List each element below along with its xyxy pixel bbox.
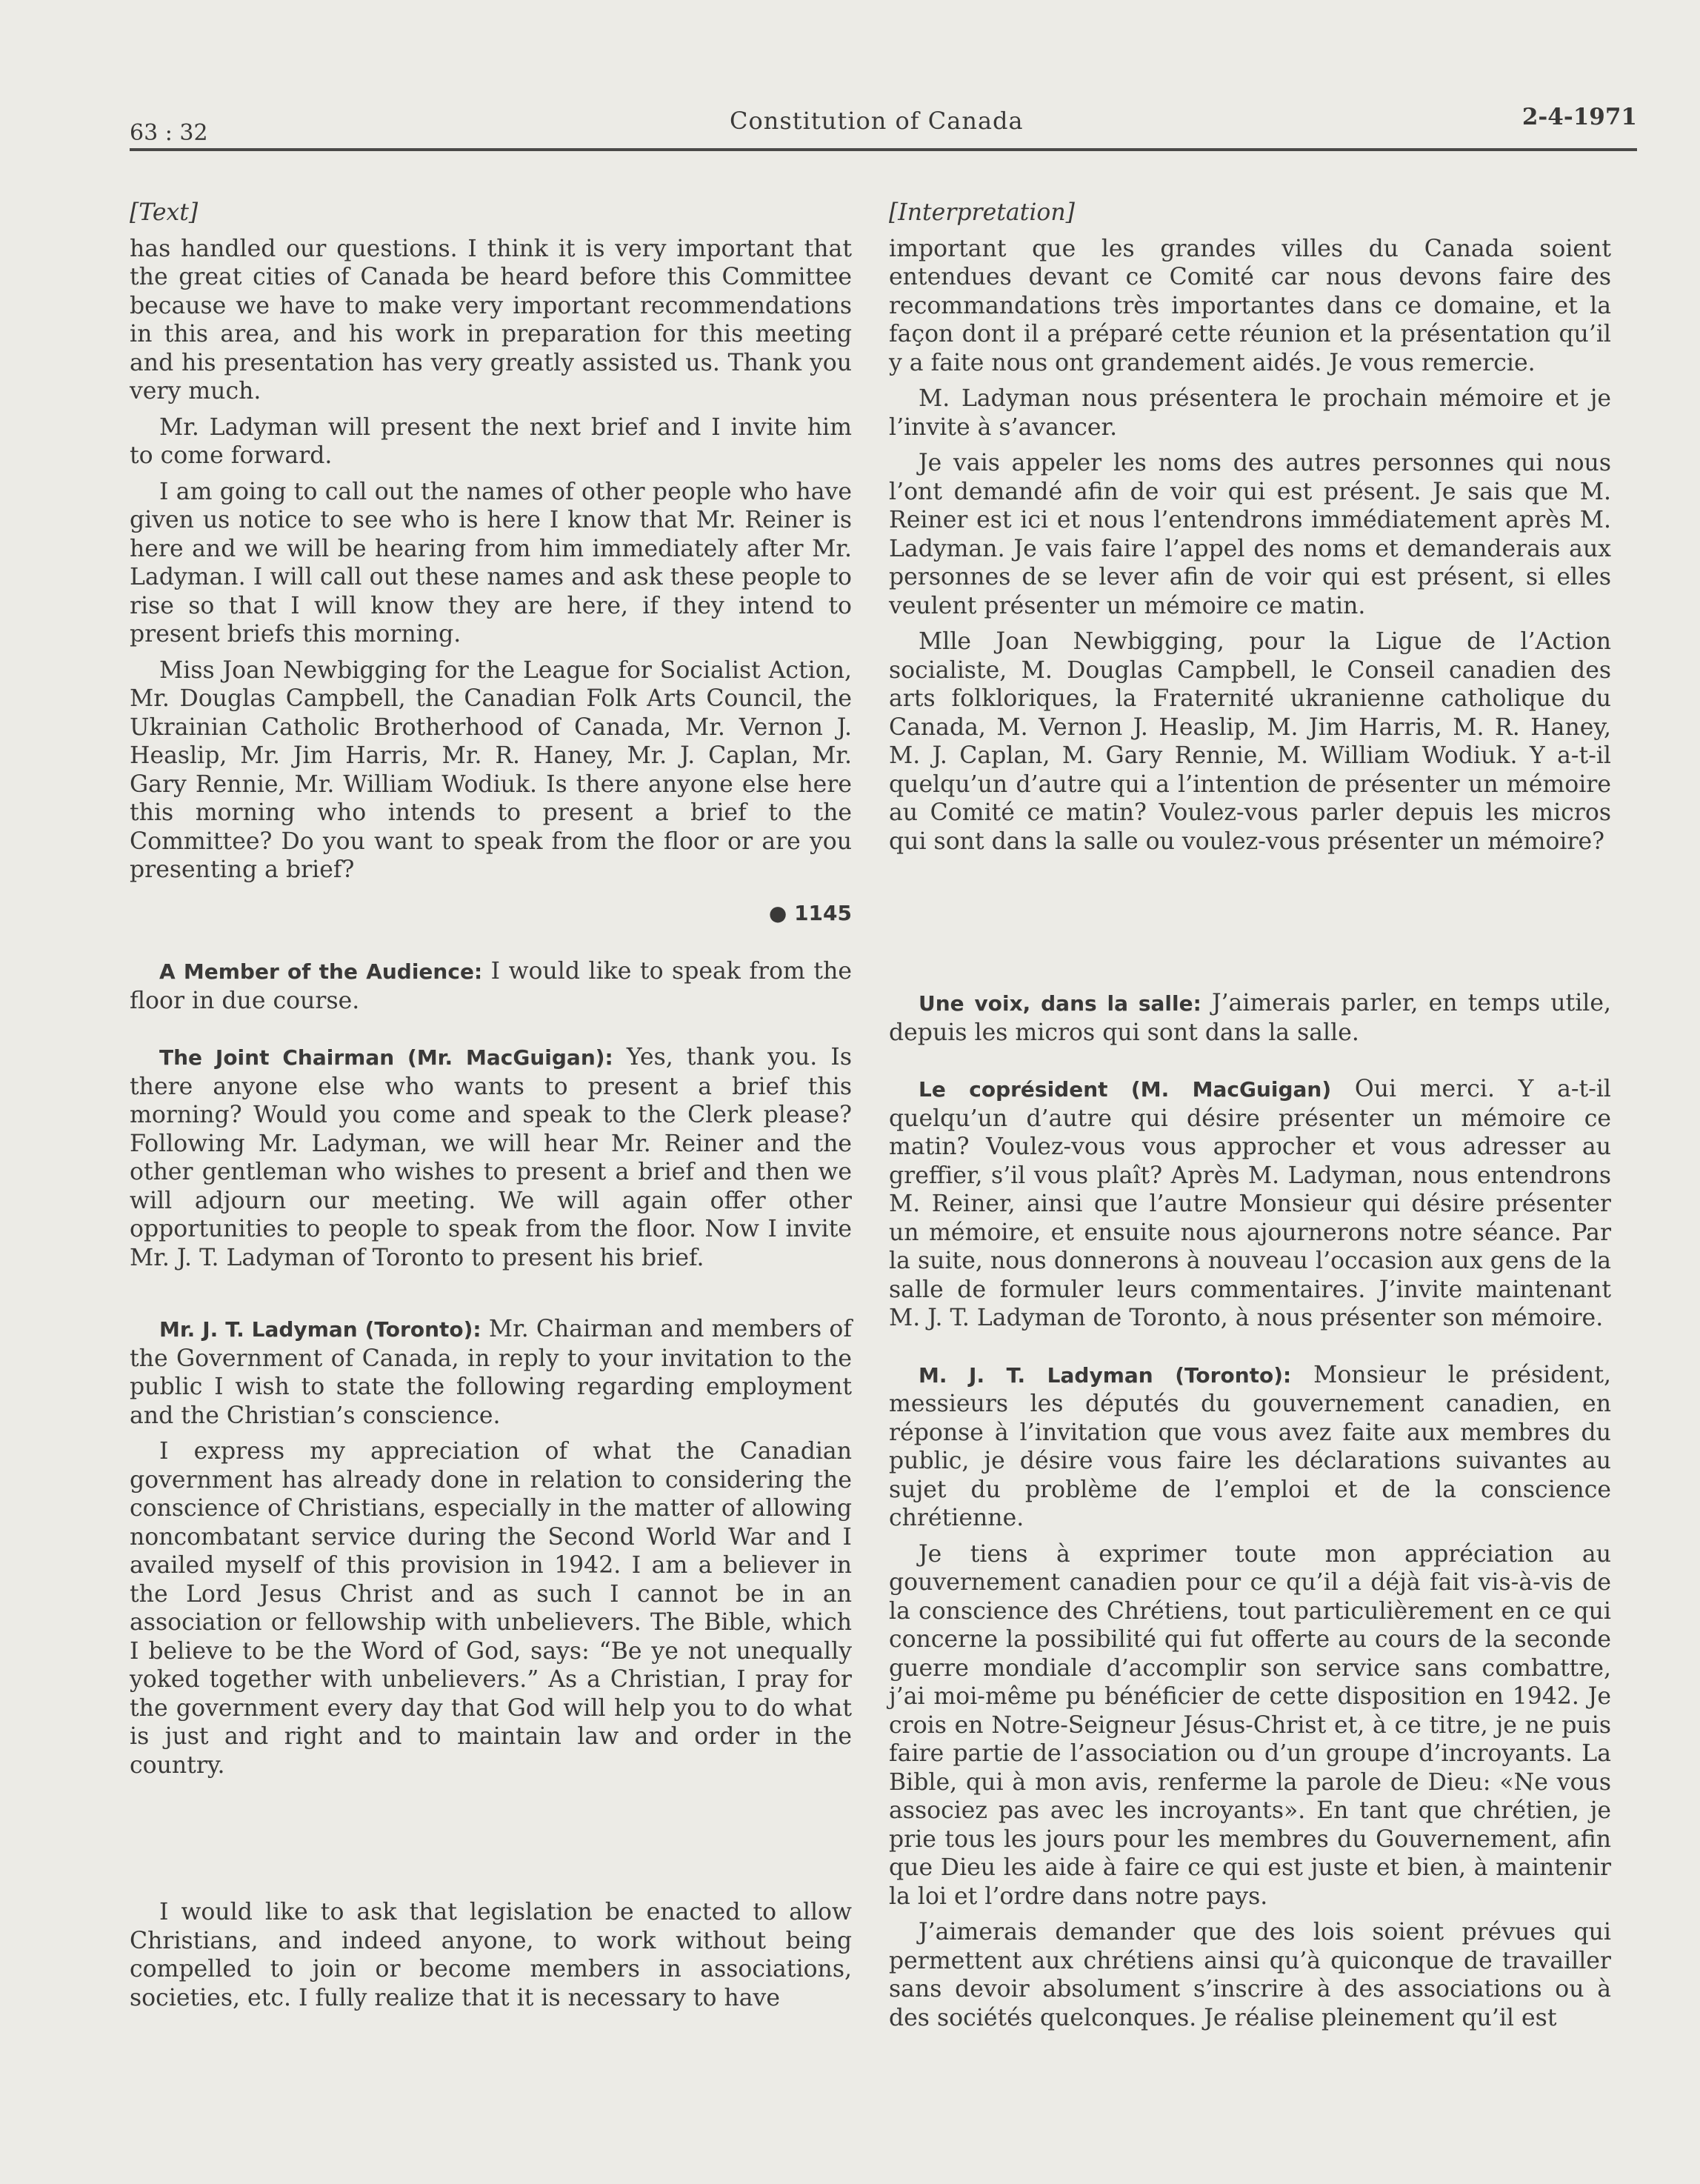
speaker-name: Le coprésident (M. MacGuigan) — [919, 1077, 1332, 1102]
paragraph: I would like to ask that legislation be enacted to allow Christians, and indeed anyone, to work without being compelled to join or become members in associations, societies, etc. I fully realize that it is necessary to have — [130, 1899, 852, 2011]
page-date: 2-4-1971 — [1521, 104, 1637, 130]
speaker-paragraph — [889, 1361, 1611, 1533]
paragraph: Mlle Joan Newbigging, pour la Ligue de l’Action socialiste, M. Douglas Campbell, le Conseil canadien des arts folkloriques, la Fraternité ukranienne catholique du Canada, M. Vernon J. Heaslip, M. Jim Harris, M. R. Haney, M. J. Caplan, M. Gary Rennie, M. William Wodiuk. Y a-t-il quelqu’un d’autre qui a l’intention de présenter un mémoire au Comité ce matin? Voulez-vous parler depuis les micros qui sont dans la salle ou voulez-vous présenter un mémoire? — [889, 628, 1611, 855]
page-header — [130, 104, 1637, 151]
speaker-name: The Joint Chairman (Mr. MacGuigan): — [159, 1045, 613, 1070]
paragraph: Je tiens à exprimer toute mon appréciation au gouvernement canadien pour ce qu’il a déjà fait vis-à-vis de la conscience des Chrétiens, tout particulièrement en ce qui concerne la possibilité qui fut offerte au cours de la seconde guerre mondiale d’accomplir son service sans combattre, j’ai moi-même pu bénéficier de cette disposition en 1942. Je crois en Notre-Seigneur Jésus-Christ et, à ce titre, je ne puis faire partie de l’association ou d’un groupe d’incroyants. La Bible, qui à mon avis, renferme la parole de Dieu: «Ne vous associez pas avec les incroyants». En tant que chrétien, je prie tous les jours pour les membres du Gouvernement, afin que Dieu les aide à faire ce qui est juste et bien, à maintenir la loi et l’ordre dans notre pays. — [889, 1540, 1611, 1910]
french-column — [889, 199, 1611, 2040]
paragraph: Mr. Ladyman will present the next brief and I invite him to come forward. — [130, 413, 852, 469]
speech-text: Mr. Chairman and members of the Government of Canada, in reply to your invitation to the public I wish to state the following regarding employment and the Christian’s conscience. — [130, 1316, 853, 1429]
speaker-name: Mr. J. T. Ladyman (Toronto): — [159, 1317, 481, 1342]
speaker-paragraph — [130, 1043, 852, 1272]
page-title: Constitution of Canada — [730, 107, 1024, 135]
speaker-name: Une voix, dans la salle: — [919, 991, 1201, 1016]
speech-text: Monsieur le président, messieurs les députés du gouvernement canadien, en réponse à l’invitation que vous avez faite aux membres du public, je désire vous faire les déclarations suivantes au sujet du problème de l’emploi et de la conscience chrétienne. — [889, 1361, 1612, 1531]
paragraph: has handled our questions. I think it is very important that the great cities of Canada be heard before this Committee because we have to make very important recommendations in this area, and his work in preparation for this meeting and his presentation has very greatly assisted us. Thank you very much. — [130, 235, 852, 404]
time-marker: ● 1145 — [768, 900, 852, 925]
column-tag: [Text] — [130, 199, 199, 226]
column-tag: [Interpretation] — [889, 199, 1075, 226]
paragraph: Miss Joan Newbigging for the League for Socialist Action, Mr. Douglas Campbell, the Canadian Folk Arts Council, the Ukrainian Catholic Brotherhood of Canada, Mr. Vernon J. Heaslip, Mr. Jim Harris, Mr. R. Haney, Mr. J. Caplan, Mr. Gary Rennie, Mr. William Wodiuk. Is there anyone else here this morning who intends to present a brief to the Committee? Do you want to speak from the floor or are you presenting a brief? — [130, 656, 852, 883]
paragraph: I am going to call out the names of other people who have given us notice to see who is here I know that Mr. Reiner is here and we will be hearing from him immediately after Mr. Ladyman. I will call out these names and ask these people to rise so that I will know they are here, if they intend to present briefs this morning. — [130, 478, 852, 647]
english-column — [130, 199, 852, 2020]
paragraph: Je vais appeler les noms des autres personnes qui nous l’ont demandé afin de voir qui est présent. Je sais que M. Reiner est ici et nous l’entendrons immédiatement après M. Ladyman. Je vais faire l’appel des noms et demanderais aux personnes de se lever afin de voir qui est présent, si elles veulent présenter un mémoire ce matin. — [889, 450, 1611, 619]
paragraph: important que les grandes villes du Canada soient entendues devant ce Comité car nous devons faire des recommandations très importantes dans ce domaine, et la façon dont il a préparé cette réunion et la présentation qu’il y a faite nous ont grandement aidés. Je vous remercie. — [889, 235, 1611, 376]
speech-text: J’aimerais parler, en temps utile, depuis les micros qui sont dans la salle. — [889, 990, 1611, 1046]
speaker-paragraph — [889, 1075, 1611, 1333]
speech-text: Yes, thank you. Is there anyone else who wants to present a brief this morning? Would you come and speak to the Clerk please? Following Mr. Ladyman, we will hear Mr. Reiner and the other gentleman who wishes to present a brief and then we will adjourn our meeting. We will again offer other opportunities to people to speak from the floor. Now I invite Mr. J. T. Ladyman of Toronto to present his brief. — [130, 1044, 852, 1271]
paragraph: M. Ladyman nous présentera le prochain mémoire et je l’invite à s’avancer. — [889, 385, 1611, 441]
speech-text: I would like to speak from the floor in due course. — [130, 958, 853, 1014]
speech-text: Oui merci. Y a-t-il quelqu’un d’autre qui désire présenter un mémoire ce matin? Voulez-vous vous approcher et vous adresser au greffier, s’il vous plaît? Après M. Ladyman, nous entendrons M. Reiner, ainsi que l’autre Monsieur qui désire présenter un mémoire, et ensuite nous ajournerons notre séance. Par la suite, nous donnerons à nouveau l’occasion aux gens de la salle de formuler leurs commentaires. J’invite maintenant M. J. T. Ladyman de Toronto, à nous présenter son mémoire. — [889, 1076, 1611, 1331]
paragraph: I express my appreciation of what the Canadian government has already done in relation to considering the conscience of Christians, especially in the matter of allowing noncombatant service during the Second World War and I availed myself of this provision in 1942. I am a believer in the Lord Jesus Christ and as such I cannot be in an association or fellowship with unbelievers. The Bible, which I believe to be the Word of God, says: “Be ye not unequally yoked together with unbelievers.” As a Christian, I pray for the government every day that God will help you to do what is just and right and to maintain law and order in the country. — [130, 1438, 852, 1779]
speaker-paragraph — [130, 1315, 852, 1430]
speaker-name: M. J. T. Ladyman (Toronto): — [919, 1362, 1292, 1388]
speaker-name: A Member of the Audience: — [159, 959, 483, 984]
speaker-paragraph — [889, 989, 1611, 1047]
page-number: 63 : 32 — [130, 120, 208, 146]
paragraph: J’aimerais demander que des lois soient prévues qui permettent aux chrétiens ainsi qu’à quiconque de travailler sans devoir absolument s’inscrire à des associations ou à des sociétés quelconques. Je réalise pleinement qu’il est — [889, 1919, 1611, 2031]
speaker-paragraph — [130, 957, 852, 1015]
